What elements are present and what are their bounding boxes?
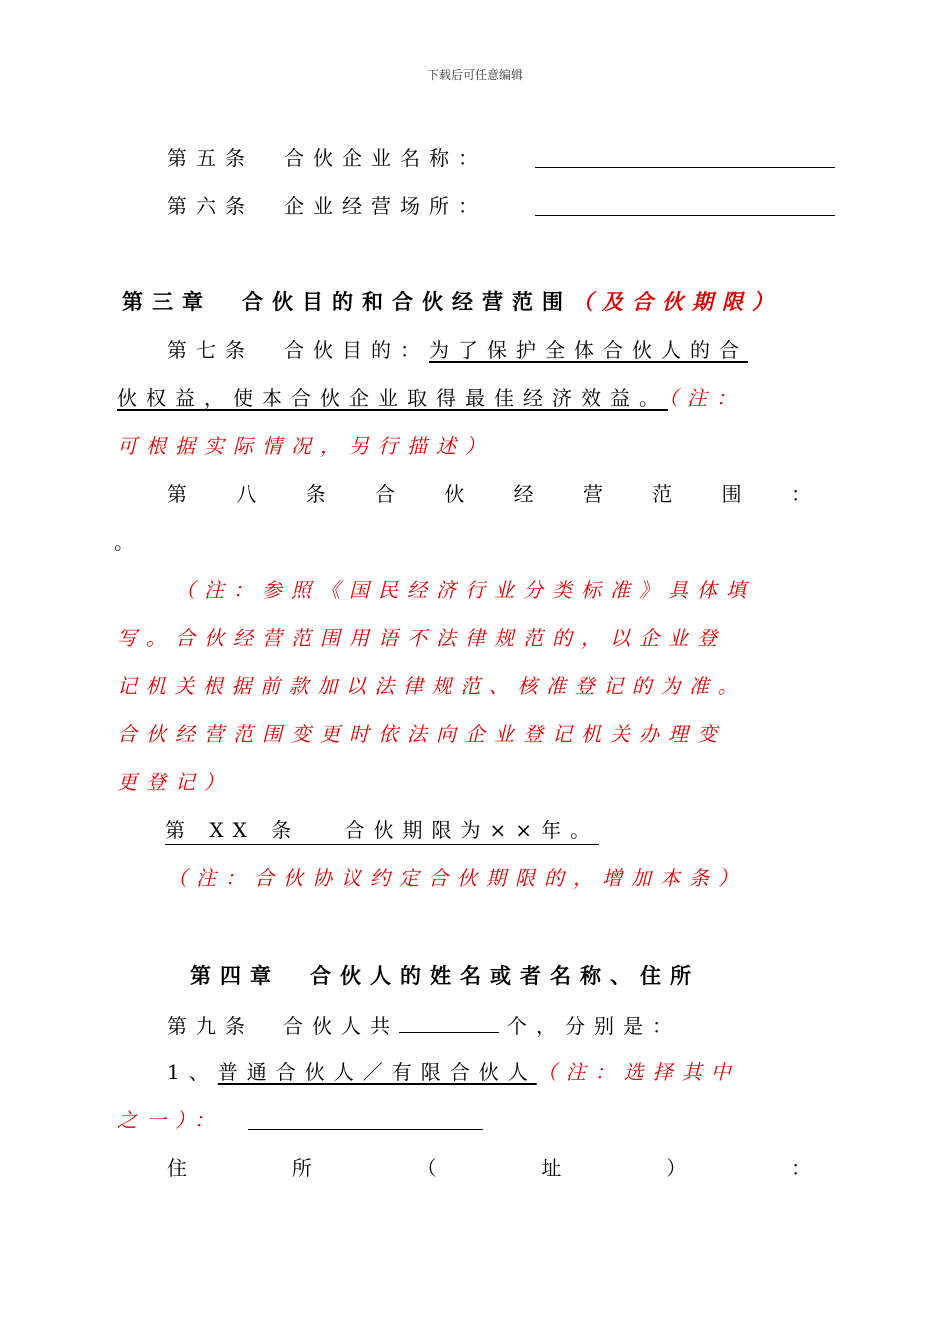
partner-count-blank [399, 1012, 499, 1033]
enterprise-name-blank [535, 167, 835, 168]
article-7-label: 第七条 [167, 338, 254, 362]
article-7 [167, 338, 748, 362]
article-8-char: 八 [236, 482, 257, 506]
article-5-label: 第五条 [167, 146, 254, 170]
address-char: ） [666, 1156, 687, 1180]
chapter-3-title: 第三章 合伙目的和合伙经营范围 [122, 289, 572, 314]
page-header: 下载后可任意编辑 [426, 68, 523, 82]
article-6-label: 第六条 [167, 194, 254, 218]
article-9 [167, 1012, 681, 1038]
partner-name-blank [248, 1129, 483, 1130]
address-char: 住 [167, 1156, 187, 1180]
article-6-title: 企业经营场所： [284, 194, 487, 218]
article-8 [167, 482, 811, 506]
address-char: 所 [291, 1156, 312, 1180]
address-line [167, 1156, 811, 1180]
article-8-char: 合 [374, 482, 395, 506]
article-8-tail: 。 [114, 530, 143, 554]
article-xx-note: （注：合伙协议约定合伙期限的，增加本条） [167, 866, 747, 890]
article-8-char: 围 [721, 482, 742, 506]
chapter-3-heading [122, 289, 782, 315]
partner-type-note-end: 之一）： [117, 1108, 223, 1132]
article-8-char: 范 [652, 482, 673, 506]
chapter-4-heading: 第四章 合伙人的姓名或者名称、住所 [190, 963, 700, 988]
partner-type: 普通合伙人／有限合伙人 [217, 1060, 537, 1084]
article-8-char: ： [790, 482, 811, 506]
article-5 [167, 146, 487, 170]
article-8-note-line: （注：参照《国民经济行业分类标准》具体填 [175, 578, 755, 602]
article-8-char: 第 [167, 482, 187, 506]
address-char: 址 [541, 1156, 562, 1180]
article-7-purpose-line1: 为了保护全体合伙人的合 [429, 338, 748, 362]
article-6 [167, 194, 487, 218]
article-8-char: 营 [582, 482, 603, 506]
article-5-title: 合伙企业名称： [284, 146, 487, 170]
partner-type-note-start: （注：选择其中 [536, 1060, 740, 1084]
article-8-note-line: 写。合伙经营范围用语不法律规范的，以企业登 [117, 626, 726, 650]
article-8-note-line: 合伙经营范围变更时依法向企业登记机关办理变 [117, 722, 726, 746]
address-char: （ [416, 1156, 437, 1180]
article-7-note-start: （注： [668, 386, 745, 410]
article-8-char: 条 [305, 482, 326, 506]
article-7-title: 合伙目的： [284, 338, 429, 362]
article-9-pre: 第九条 合伙人共 [167, 1014, 399, 1038]
partner-item-1-number: 1、 [167, 1060, 218, 1084]
article-8-note-line: 记机关根据前款加以法律规范、核准登记的为准。 [117, 674, 747, 698]
address-char: ： [790, 1156, 811, 1180]
article-9-post: 个，分别是： [507, 1014, 681, 1038]
article-8-note-line: 更登记） [117, 770, 233, 794]
partner-item-1 [167, 1060, 740, 1084]
article-8-char: 经 [513, 482, 534, 506]
article-7-purpose-line2: 伙权益，使本合伙企业取得最佳经济效益。 [117, 386, 668, 410]
article-7-line2 [117, 386, 745, 410]
chapter-3-note: （及合伙期限） [572, 289, 782, 314]
article-8-char: 伙 [444, 482, 465, 506]
article-7-note-end: 可根据实际情况，另行描述） [117, 434, 494, 458]
article-xx: 第 XX 条 合伙期限为××年。 [165, 818, 599, 845]
business-place-blank [535, 215, 835, 216]
